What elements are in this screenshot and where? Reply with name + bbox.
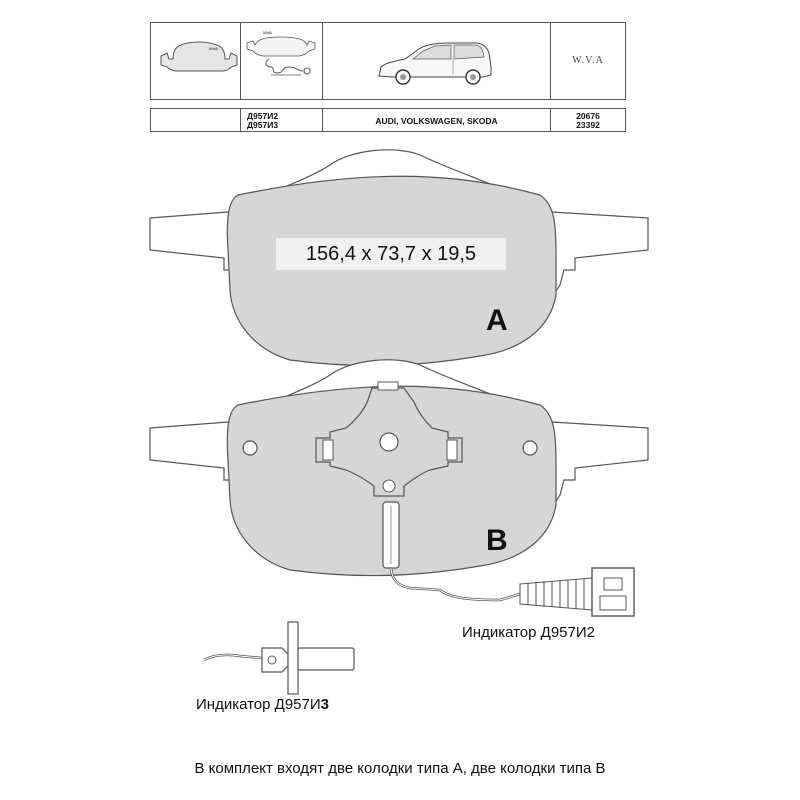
vehicle-makes: AUDI, VOLKSWAGEN, SKODA <box>375 116 498 126</box>
long-indicator-label: Индикатор Д957И2 <box>462 624 595 641</box>
pad-a-dimensions: 156,4 x 73,7 x 19,5 <box>276 238 506 270</box>
clip-center-hole <box>380 433 398 451</box>
part-code-1: Д957И2 <box>247 111 279 121</box>
pad-b-right-hole <box>523 441 537 455</box>
clip-top-tab <box>378 382 398 390</box>
clip-right-slot <box>447 440 457 460</box>
pad-b-left-hole <box>243 441 257 455</box>
part-code-2: Д957И3 <box>247 120 279 130</box>
short-indicator-label-suffix: 3 <box>320 696 329 713</box>
wire-sleeve <box>520 578 592 610</box>
reference-number-2: 23392 <box>576 120 600 130</box>
kit-contents-note: В комплект входят две колодки типа А, две колодки типа В <box>194 760 606 777</box>
pad-b-letter: B <box>486 524 508 557</box>
reference-number-1: 20676 <box>576 111 600 121</box>
clip-bottom-hole <box>383 480 395 492</box>
short-indicator-label-prefix: Индикатор Д957И <box>196 696 321 713</box>
application-code: W.V.A <box>572 55 604 66</box>
clip-left-slot <box>323 440 333 460</box>
short-indicator-tip <box>298 648 354 670</box>
brand-mark-text: WVA <box>209 46 218 51</box>
brand-mark-text-2: WVA <box>263 30 272 35</box>
short-indicator-plate <box>288 622 298 694</box>
pad-a-letter: A <box>486 304 508 337</box>
short-indicator-label <box>196 696 329 713</box>
